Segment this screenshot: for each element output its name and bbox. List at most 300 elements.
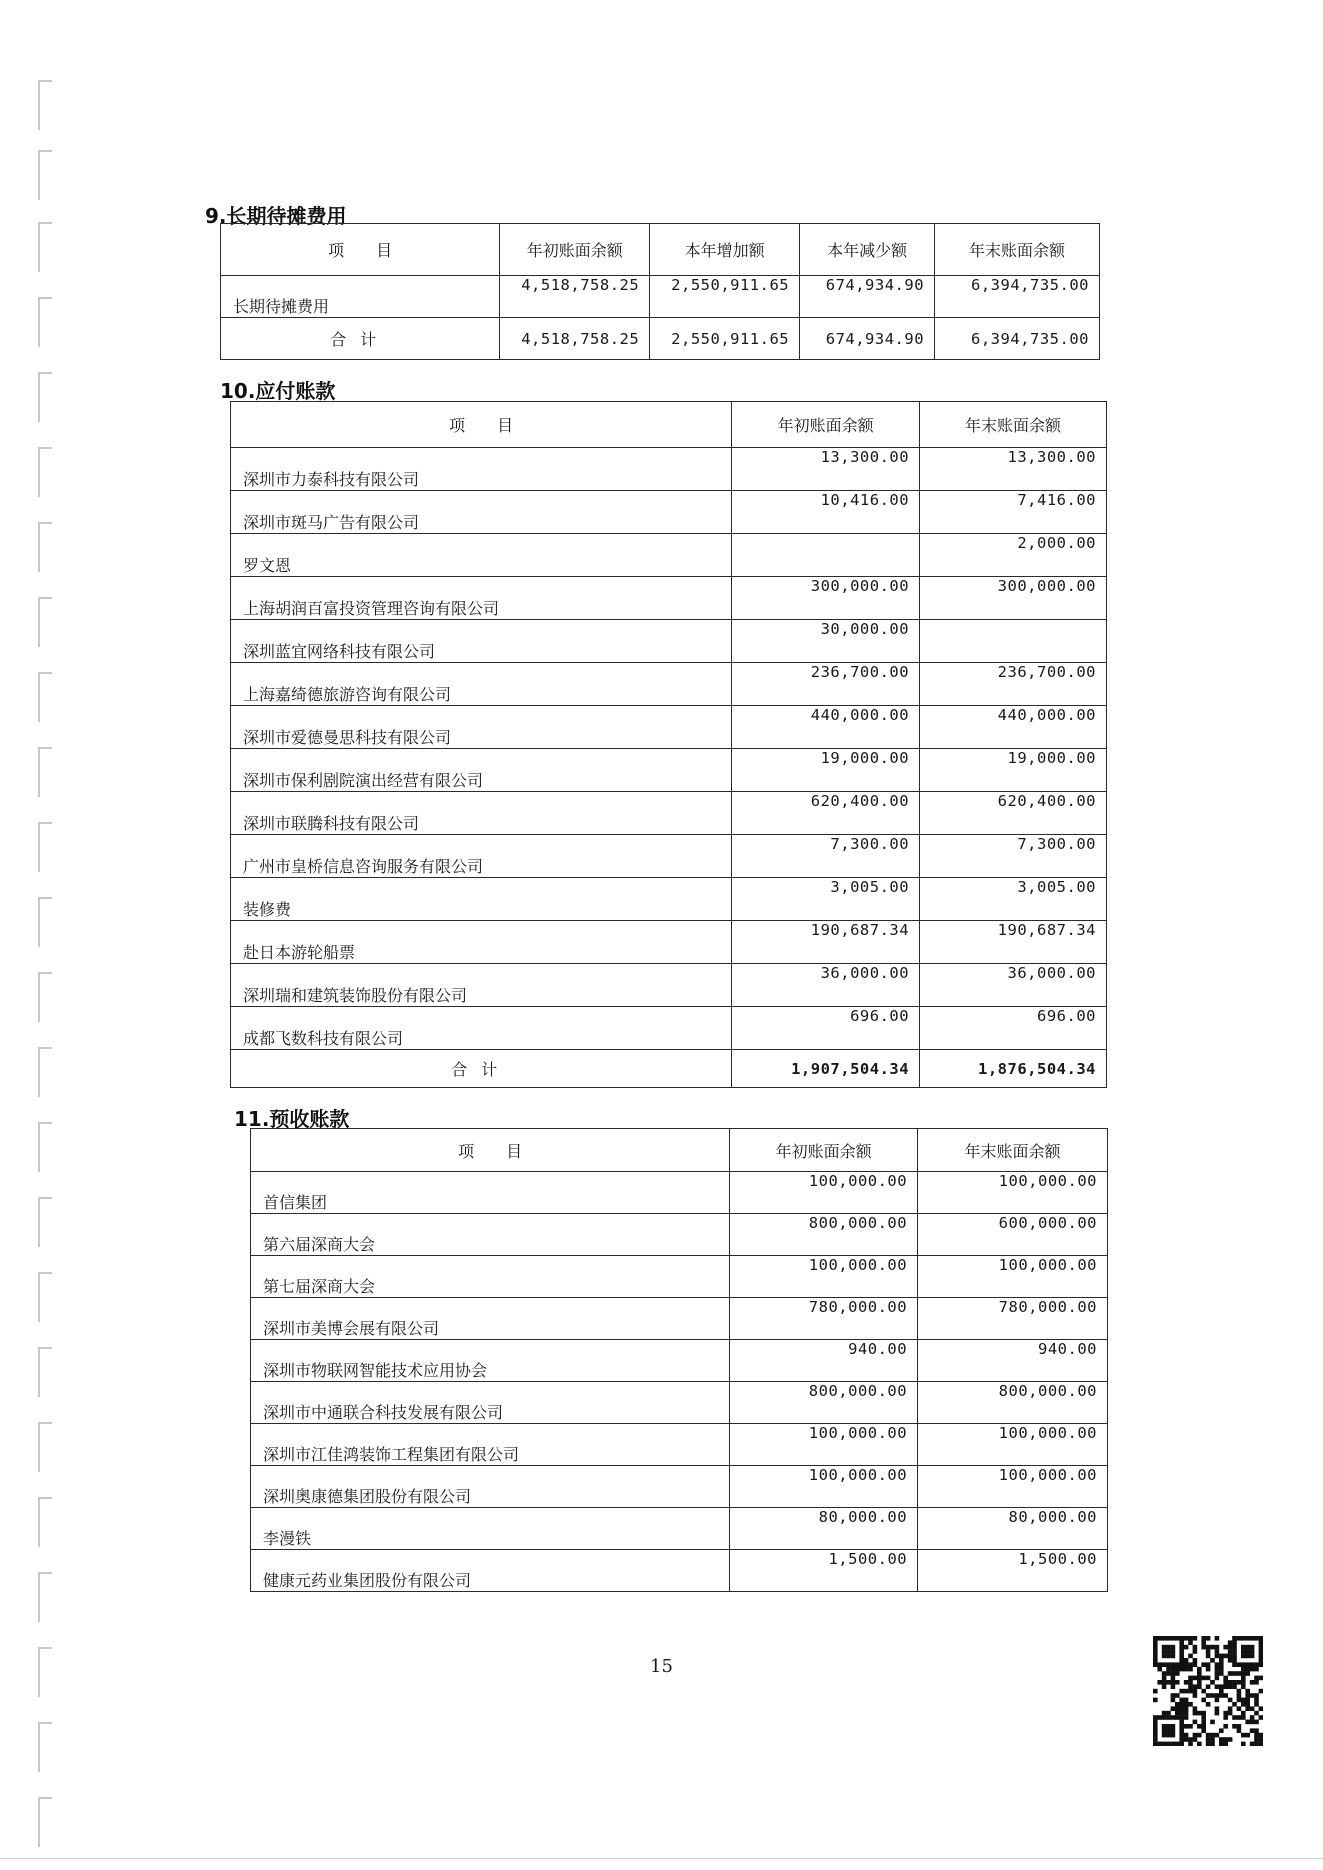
qr-module bbox=[1184, 1658, 1189, 1663]
row-name: 第六届深商大会 bbox=[251, 1214, 730, 1256]
qr-module bbox=[1171, 1684, 1176, 1689]
qr-module bbox=[1237, 1693, 1242, 1698]
qr-module bbox=[1166, 1662, 1171, 1667]
row-name: 上海胡润百富投资管理咨询有限公司 bbox=[231, 577, 732, 620]
qr-module bbox=[1193, 1684, 1198, 1689]
qr-module bbox=[1206, 1733, 1211, 1738]
qr-module bbox=[1206, 1662, 1211, 1667]
qr-module bbox=[1184, 1702, 1189, 1707]
row-end: 13,300.00 bbox=[920, 448, 1107, 491]
row-begin: 100,000.00 bbox=[730, 1466, 918, 1508]
qr-module bbox=[1179, 1640, 1184, 1645]
table-row bbox=[251, 1424, 1108, 1466]
row-name: 深圳瑞和建筑装饰股份有限公司 bbox=[231, 964, 732, 1007]
qr-module bbox=[1232, 1662, 1237, 1667]
qr-module bbox=[1215, 1671, 1220, 1676]
qr-module bbox=[1175, 1715, 1180, 1720]
qr-module bbox=[1179, 1689, 1184, 1694]
qr-module bbox=[1232, 1649, 1237, 1654]
row-end: 780,000.00 bbox=[918, 1298, 1108, 1340]
qr-module bbox=[1184, 1733, 1189, 1738]
qr-module bbox=[1179, 1706, 1184, 1711]
row-end: 100,000.00 bbox=[918, 1172, 1108, 1214]
qr-module bbox=[1175, 1662, 1180, 1667]
qr-module bbox=[1179, 1636, 1184, 1641]
qr-module bbox=[1245, 1706, 1250, 1711]
qr-module bbox=[1179, 1654, 1184, 1659]
qr-module bbox=[1153, 1645, 1158, 1650]
table-row bbox=[251, 1550, 1108, 1592]
row-name: 深圳奥康德集团股份有限公司 bbox=[251, 1466, 730, 1508]
qr-module bbox=[1241, 1698, 1246, 1703]
row-end: 36,000.00 bbox=[920, 964, 1107, 1007]
qr-module bbox=[1153, 1742, 1158, 1746]
qr-module bbox=[1171, 1706, 1176, 1711]
row-name: 赴日本游轮船票 bbox=[231, 921, 732, 964]
qr-module bbox=[1171, 1693, 1176, 1698]
qr-module bbox=[1215, 1684, 1220, 1689]
table-row bbox=[251, 1172, 1108, 1214]
qr-module bbox=[1153, 1698, 1158, 1703]
qr-module bbox=[1254, 1676, 1259, 1681]
qr-module bbox=[1179, 1711, 1184, 1716]
qr-module bbox=[1259, 1689, 1263, 1694]
qr-module bbox=[1179, 1649, 1184, 1654]
qr-module bbox=[1259, 1649, 1263, 1654]
qr-module bbox=[1193, 1737, 1198, 1742]
qr-module bbox=[1219, 1671, 1224, 1676]
row-end: 100,000.00 bbox=[918, 1256, 1108, 1298]
total-begin: 4,518,758.25 bbox=[500, 318, 650, 360]
header-begin-balance: 年初账面余额 bbox=[500, 224, 650, 276]
qr-module bbox=[1153, 1662, 1158, 1667]
row-end: 100,000.00 bbox=[918, 1466, 1108, 1508]
qr-module bbox=[1237, 1698, 1242, 1703]
qr-module bbox=[1201, 1698, 1206, 1703]
qr-module bbox=[1201, 1724, 1206, 1729]
qr-module bbox=[1162, 1728, 1167, 1733]
qr-module bbox=[1197, 1676, 1202, 1681]
qr-module bbox=[1193, 1636, 1198, 1641]
row-name: 深圳市斑马广告有限公司 bbox=[231, 491, 732, 534]
qr-module bbox=[1210, 1737, 1215, 1742]
qr-module bbox=[1219, 1662, 1224, 1667]
qr-module bbox=[1171, 1733, 1176, 1738]
row-begin: 100,000.00 bbox=[730, 1424, 918, 1466]
qr-module bbox=[1184, 1698, 1189, 1703]
qr-module bbox=[1188, 1724, 1193, 1729]
header-end-balance: 年末账面余额 bbox=[935, 224, 1100, 276]
row-name: 罗文恩 bbox=[231, 534, 732, 577]
qr-module bbox=[1206, 1676, 1211, 1681]
table-row bbox=[231, 534, 1107, 577]
qr-module bbox=[1188, 1689, 1193, 1694]
row-end bbox=[920, 620, 1107, 663]
row-name: 装修费 bbox=[231, 878, 732, 921]
qr-module bbox=[1223, 1676, 1228, 1681]
qr-module bbox=[1250, 1662, 1255, 1667]
qr-module bbox=[1245, 1733, 1250, 1738]
qr-module bbox=[1245, 1689, 1250, 1694]
qr-module bbox=[1184, 1680, 1189, 1685]
qr-module bbox=[1184, 1645, 1189, 1650]
qr-module bbox=[1179, 1728, 1184, 1733]
qr-module bbox=[1254, 1720, 1259, 1725]
table-row bbox=[231, 964, 1107, 1007]
total-label: 合计 bbox=[221, 318, 500, 360]
row-begin: 940.00 bbox=[730, 1340, 918, 1382]
qr-module bbox=[1215, 1654, 1220, 1659]
qr-module bbox=[1237, 1715, 1242, 1720]
qr-module bbox=[1166, 1680, 1171, 1685]
qr-module bbox=[1188, 1742, 1193, 1746]
qr-module bbox=[1197, 1711, 1202, 1716]
qr-module bbox=[1254, 1728, 1259, 1733]
qr-module bbox=[1245, 1662, 1250, 1667]
qr-module bbox=[1171, 1649, 1176, 1654]
qr-module bbox=[1254, 1693, 1259, 1698]
qr-module bbox=[1179, 1658, 1184, 1663]
qr-module bbox=[1197, 1680, 1202, 1685]
qr-module bbox=[1228, 1645, 1233, 1650]
qr-module bbox=[1193, 1662, 1198, 1667]
qr-module bbox=[1179, 1715, 1184, 1720]
row-name: 李漫铁 bbox=[251, 1508, 730, 1550]
qr-module bbox=[1245, 1654, 1250, 1659]
qr-module bbox=[1153, 1636, 1158, 1641]
qr-module bbox=[1197, 1733, 1202, 1738]
qr-module bbox=[1241, 1733, 1246, 1738]
qr-module bbox=[1219, 1693, 1224, 1698]
table-row bbox=[251, 1214, 1108, 1256]
header-begin-balance: 年初账面余额 bbox=[730, 1129, 918, 1172]
row-end: 2,000.00 bbox=[920, 534, 1107, 577]
qr-module bbox=[1201, 1676, 1206, 1681]
qr-module bbox=[1166, 1654, 1171, 1659]
row-name: 深圳市爱德曼思科技有限公司 bbox=[231, 706, 732, 749]
row-name: 上海嘉绮德旅游咨询有限公司 bbox=[231, 663, 732, 706]
row-end: 440,000.00 bbox=[920, 706, 1107, 749]
qr-module bbox=[1179, 1698, 1184, 1703]
table-row bbox=[231, 1007, 1107, 1050]
qr-module bbox=[1215, 1662, 1220, 1667]
qr-module bbox=[1210, 1693, 1215, 1698]
qr-module bbox=[1206, 1737, 1211, 1742]
qr-module bbox=[1193, 1706, 1198, 1711]
row-end: 7,416.00 bbox=[920, 491, 1107, 534]
qr-module bbox=[1259, 1636, 1263, 1641]
row-name: 深圳市中通联合科技发展有限公司 bbox=[251, 1382, 730, 1424]
qr-module bbox=[1232, 1702, 1237, 1707]
table-row bbox=[251, 1466, 1108, 1508]
qr-module bbox=[1166, 1733, 1171, 1738]
table-row bbox=[231, 663, 1107, 706]
qr-module bbox=[1259, 1640, 1263, 1645]
table-row bbox=[251, 1508, 1108, 1550]
total-end: 1,876,504.34 bbox=[920, 1050, 1107, 1088]
qr-module bbox=[1179, 1733, 1184, 1738]
qr-module bbox=[1171, 1715, 1176, 1720]
qr-module bbox=[1171, 1742, 1176, 1746]
qr-module bbox=[1193, 1658, 1198, 1663]
qr-module bbox=[1215, 1693, 1220, 1698]
qr-module bbox=[1171, 1662, 1176, 1667]
table-header-row bbox=[221, 224, 1100, 276]
qr-module bbox=[1157, 1680, 1162, 1685]
qr-module bbox=[1201, 1728, 1206, 1733]
qr-module bbox=[1232, 1724, 1237, 1729]
qr-module bbox=[1223, 1737, 1228, 1742]
qr-module bbox=[1237, 1724, 1242, 1729]
qr-module bbox=[1215, 1711, 1220, 1716]
qr-module bbox=[1219, 1684, 1224, 1689]
qr-module bbox=[1171, 1667, 1176, 1672]
qr-code-icon bbox=[1153, 1636, 1263, 1746]
qr-module bbox=[1223, 1742, 1228, 1746]
qr-module bbox=[1184, 1667, 1189, 1672]
qr-module bbox=[1162, 1715, 1167, 1720]
qr-module bbox=[1228, 1658, 1233, 1663]
qr-module bbox=[1162, 1649, 1167, 1654]
qr-module bbox=[1162, 1684, 1167, 1689]
qr-module bbox=[1259, 1715, 1263, 1720]
qr-module bbox=[1153, 1728, 1158, 1733]
qr-module bbox=[1259, 1733, 1263, 1738]
row-end: 940.00 bbox=[918, 1340, 1108, 1382]
qr-module bbox=[1201, 1636, 1206, 1641]
row-begin bbox=[732, 534, 920, 577]
row-name: 深圳市保利剧院演出经营有限公司 bbox=[231, 749, 732, 792]
qr-module bbox=[1184, 1724, 1189, 1729]
qr-module bbox=[1228, 1680, 1233, 1685]
row-end: 620,400.00 bbox=[920, 792, 1107, 835]
qr-module bbox=[1245, 1671, 1250, 1676]
header-increase: 本年增加额 bbox=[650, 224, 800, 276]
qr-module bbox=[1171, 1654, 1176, 1659]
qr-module bbox=[1162, 1636, 1167, 1641]
qr-module bbox=[1228, 1654, 1233, 1659]
qr-module bbox=[1254, 1711, 1259, 1716]
qr-module bbox=[1153, 1733, 1158, 1738]
header-decrease: 本年减少额 bbox=[800, 224, 935, 276]
row-end: 190,687.34 bbox=[920, 921, 1107, 964]
table-row bbox=[231, 878, 1107, 921]
qr-module bbox=[1162, 1676, 1167, 1681]
row-end: 800,000.00 bbox=[918, 1382, 1108, 1424]
total-decrease: 674,934.90 bbox=[800, 318, 935, 360]
qr-module bbox=[1245, 1702, 1250, 1707]
qr-module bbox=[1162, 1680, 1167, 1685]
qr-module bbox=[1259, 1658, 1263, 1663]
row-increase: 2,550,911.65 bbox=[650, 276, 800, 318]
table-row bbox=[221, 276, 1100, 318]
qr-module bbox=[1250, 1706, 1255, 1711]
row-name: 第七届深商大会 bbox=[251, 1256, 730, 1298]
qr-module bbox=[1210, 1720, 1215, 1725]
qr-module bbox=[1201, 1640, 1206, 1645]
qr-module bbox=[1228, 1671, 1233, 1676]
qr-module bbox=[1197, 1667, 1202, 1672]
qr-module bbox=[1223, 1715, 1228, 1720]
qr-module bbox=[1188, 1662, 1193, 1667]
table-header-row bbox=[231, 402, 1107, 448]
qr-module bbox=[1232, 1680, 1237, 1685]
qr-module bbox=[1250, 1715, 1255, 1720]
row-end: 80,000.00 bbox=[918, 1508, 1108, 1550]
qr-module bbox=[1188, 1680, 1193, 1685]
row-end: 1,500.00 bbox=[918, 1550, 1108, 1592]
row-begin: 440,000.00 bbox=[732, 706, 920, 749]
qr-module bbox=[1228, 1640, 1233, 1645]
row-begin: 3,005.00 bbox=[732, 878, 920, 921]
qr-module bbox=[1206, 1654, 1211, 1659]
qr-module bbox=[1153, 1715, 1158, 1720]
row-begin: 236,700.00 bbox=[732, 663, 920, 706]
qr-module bbox=[1193, 1676, 1198, 1681]
qr-module bbox=[1179, 1737, 1184, 1742]
qr-module bbox=[1206, 1645, 1211, 1650]
total-label: 合计 bbox=[231, 1050, 732, 1088]
section-10-title: 10.应付账款 bbox=[220, 379, 336, 403]
qr-module bbox=[1241, 1667, 1246, 1672]
qr-module bbox=[1237, 1636, 1242, 1641]
qr-module bbox=[1254, 1702, 1259, 1707]
qr-module bbox=[1188, 1640, 1193, 1645]
total-increase: 2,550,911.65 bbox=[650, 318, 800, 360]
qr-module bbox=[1241, 1742, 1246, 1746]
row-begin: 100,000.00 bbox=[730, 1256, 918, 1298]
row-name: 健康元药业集团股份有限公司 bbox=[251, 1550, 730, 1592]
row-begin: 10,416.00 bbox=[732, 491, 920, 534]
row-end: 3,005.00 bbox=[920, 878, 1107, 921]
row-begin: 100,000.00 bbox=[730, 1172, 918, 1214]
qr-module bbox=[1232, 1654, 1237, 1659]
qr-module bbox=[1250, 1636, 1255, 1641]
qr-module bbox=[1197, 1684, 1202, 1689]
qr-module bbox=[1162, 1654, 1167, 1659]
qr-module bbox=[1215, 1706, 1220, 1711]
qr-module bbox=[1219, 1728, 1224, 1733]
qr-module bbox=[1153, 1658, 1158, 1663]
qr-module bbox=[1179, 1724, 1184, 1729]
row-begin: 800,000.00 bbox=[730, 1214, 918, 1256]
table-row bbox=[231, 792, 1107, 835]
qr-module bbox=[1250, 1645, 1255, 1650]
qr-module bbox=[1188, 1654, 1193, 1659]
qr-module bbox=[1188, 1737, 1193, 1742]
page-number: 15 bbox=[650, 1656, 673, 1677]
qr-module bbox=[1157, 1636, 1162, 1641]
row-begin: 4,518,758.25 bbox=[500, 276, 650, 318]
qr-module bbox=[1259, 1706, 1263, 1711]
qr-module bbox=[1166, 1715, 1171, 1720]
qr-module bbox=[1201, 1720, 1206, 1725]
qr-module bbox=[1162, 1671, 1167, 1676]
qr-module bbox=[1175, 1693, 1180, 1698]
qr-module bbox=[1175, 1742, 1180, 1746]
table-row bbox=[231, 921, 1107, 964]
qr-module bbox=[1250, 1693, 1255, 1698]
qr-module bbox=[1259, 1676, 1263, 1681]
qr-module bbox=[1188, 1684, 1193, 1689]
qr-module bbox=[1228, 1649, 1233, 1654]
row-end: 300,000.00 bbox=[920, 577, 1107, 620]
section-9-title: 9.长期待摊费用 bbox=[205, 204, 347, 228]
qr-module bbox=[1188, 1702, 1193, 1707]
qr-module bbox=[1241, 1702, 1246, 1707]
qr-module bbox=[1179, 1742, 1184, 1746]
qr-module bbox=[1201, 1689, 1206, 1694]
qr-module bbox=[1166, 1667, 1171, 1672]
row-name: 深圳市美博会展有限公司 bbox=[251, 1298, 730, 1340]
row-end: 696.00 bbox=[920, 1007, 1107, 1050]
header-item: 项 目 bbox=[231, 402, 732, 448]
qr-module bbox=[1241, 1680, 1246, 1685]
qr-module bbox=[1215, 1636, 1220, 1641]
row-name: 首信集团 bbox=[251, 1172, 730, 1214]
qr-module bbox=[1184, 1715, 1189, 1720]
qr-module bbox=[1175, 1671, 1180, 1676]
header-end-balance: 年末账面余额 bbox=[920, 402, 1107, 448]
qr-module bbox=[1157, 1715, 1162, 1720]
qr-module bbox=[1184, 1737, 1189, 1742]
qr-module bbox=[1250, 1654, 1255, 1659]
qr-module bbox=[1223, 1645, 1228, 1650]
qr-module bbox=[1166, 1636, 1171, 1641]
qr-module bbox=[1162, 1733, 1167, 1738]
qr-module bbox=[1166, 1711, 1171, 1716]
qr-module bbox=[1241, 1654, 1246, 1659]
header-begin-balance: 年初账面余额 bbox=[732, 402, 920, 448]
row-name: 深圳市联腾科技有限公司 bbox=[231, 792, 732, 835]
qr-module bbox=[1245, 1649, 1250, 1654]
qr-module bbox=[1193, 1711, 1198, 1716]
qr-module bbox=[1171, 1671, 1176, 1676]
qr-module bbox=[1193, 1649, 1198, 1654]
qr-module bbox=[1210, 1680, 1215, 1685]
qr-module bbox=[1206, 1684, 1211, 1689]
qr-module bbox=[1219, 1689, 1224, 1694]
qr-module bbox=[1188, 1667, 1193, 1672]
table-row bbox=[231, 835, 1107, 878]
row-decrease: 674,934.90 bbox=[800, 276, 935, 318]
qr-module bbox=[1259, 1737, 1263, 1742]
qr-module bbox=[1232, 1636, 1237, 1641]
qr-module bbox=[1241, 1671, 1246, 1676]
qr-module bbox=[1241, 1676, 1246, 1681]
long-term-prepaid-table bbox=[220, 223, 1100, 360]
header-end-balance: 年末账面余额 bbox=[918, 1129, 1108, 1172]
row-end: 100,000.00 bbox=[918, 1424, 1108, 1466]
qr-module bbox=[1153, 1737, 1158, 1742]
qr-module bbox=[1241, 1684, 1246, 1689]
qr-module bbox=[1153, 1720, 1158, 1725]
qr-module bbox=[1245, 1720, 1250, 1725]
qr-module bbox=[1162, 1711, 1167, 1716]
qr-module bbox=[1241, 1636, 1246, 1641]
row-begin: 800,000.00 bbox=[730, 1382, 918, 1424]
qr-module bbox=[1179, 1662, 1184, 1667]
qr-module bbox=[1215, 1676, 1220, 1681]
qr-module bbox=[1245, 1667, 1250, 1672]
row-begin: 19,000.00 bbox=[732, 749, 920, 792]
qr-module bbox=[1250, 1720, 1255, 1725]
row-name: 深圳市力泰科技有限公司 bbox=[231, 448, 732, 491]
qr-module bbox=[1232, 1640, 1237, 1645]
row-end: 19,000.00 bbox=[920, 749, 1107, 792]
qr-module bbox=[1219, 1658, 1224, 1663]
row-begin: 780,000.00 bbox=[730, 1298, 918, 1340]
